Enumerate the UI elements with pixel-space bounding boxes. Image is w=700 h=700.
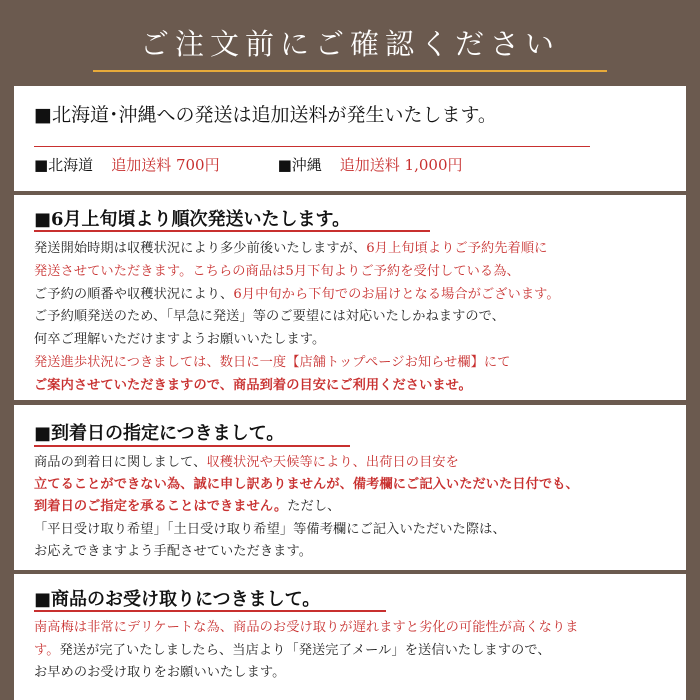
body-line — [34, 237, 547, 256]
title-underline — [34, 445, 350, 447]
delivery-date-card — [14, 405, 686, 570]
body-line — [34, 616, 579, 635]
body-line — [34, 639, 551, 658]
body-text: 6月上旬頃よりご予約先着順に — [366, 241, 548, 256]
body-text: 「平日受け取り希望」「土日受け取り希望」等備考欄にご記入いただいた際は、 — [34, 521, 506, 537]
body-text: ご案内させていただきますので、商品到着の目安にご利用くださいませ。 — [34, 377, 472, 393]
body-line — [34, 260, 520, 279]
body-line — [34, 328, 325, 347]
body-line — [34, 451, 459, 470]
body-line — [34, 473, 579, 492]
body-line — [34, 540, 312, 559]
body-line — [34, 661, 285, 680]
card-title: ■6月上旬頃より順次発送いたします。 — [34, 209, 351, 230]
page-title: ご注文前にご確認ください — [139, 27, 560, 61]
body-text: 発送させていただきます。こちらの商品は5月下旬よりご予約を受付している為、 — [34, 263, 520, 279]
body-text: 6月中旬から下旬でのお届けとなる場合がございます。 — [233, 286, 560, 302]
page-header — [0, 0, 700, 84]
title-underline — [34, 146, 590, 147]
rate-value-hokkaido: 追加送料 700円 — [111, 156, 220, 174]
body-line — [34, 305, 505, 324]
receipt-card — [14, 574, 686, 700]
body-line — [34, 283, 560, 302]
card-title: ■到着日の指定につきまして。 — [34, 423, 285, 444]
body-text: 何卒ご理解いただけますようお願いいたします。 — [34, 332, 326, 348]
body-text: 発送開始時期は収穫状況により多少前後いたしますが、 — [34, 241, 367, 256]
body-text: お応えできますよう手配させていただきます。 — [34, 543, 312, 559]
surcharge-rates — [34, 154, 463, 175]
body-line — [34, 374, 472, 393]
body-line — [34, 495, 340, 514]
title-underline — [34, 610, 386, 612]
body-text: ご予約の順番や収穫状況により、 — [34, 286, 234, 302]
body-text: す。 — [34, 642, 60, 658]
body-text: 発送が完了いたしましたら、当店より「発送完了メール」を送信いたしますので、 — [59, 642, 551, 658]
body-text: 立てることができない為、誠に申し訳ありませんが、備考欄にご記入いただいた日付でも、 — [34, 477, 579, 493]
card-title: ■商品のお受け取りにつきまして。 — [34, 589, 321, 610]
rate-label-okinawa: ■沖縄 — [277, 156, 322, 174]
body-text: 収穫状況や天候等により、出荷日の目安を — [206, 455, 459, 470]
body-text: 商品の到着日に関しまして、 — [34, 455, 207, 470]
rate-value-okinawa: 追加送料 1,000円 — [339, 156, 463, 174]
body-text: 南高梅は非常にデリケートな為、商品のお受け取りが遅れますと劣化の可能性が高くなりま — [34, 620, 579, 635]
body-text: ご予約順発送のため、「早急に発送」等のご要望には対応いたしかねますので、 — [34, 309, 505, 325]
shipping-surcharge-card — [14, 86, 686, 191]
body-text: 発送進歩状況につきましては、数日に一度【店舗トップページお知らせ欄】にて — [34, 355, 511, 370]
title-rule — [93, 70, 607, 72]
body-text: 到着日のご指定を承ることはできません。 — [34, 499, 288, 515]
shipping-schedule-card — [14, 195, 686, 400]
card-title: ■北海道･沖縄への発送は追加送料が発生いたします。 — [34, 104, 497, 126]
title-underline — [34, 230, 430, 232]
rate-label-hokkaido: ■北海道 — [34, 156, 94, 174]
body-text: ただし、 — [287, 499, 341, 515]
body-line — [34, 518, 506, 537]
body-text: お早めのお受け取りをお願いいたします。 — [34, 665, 286, 680]
body-line — [34, 351, 511, 370]
